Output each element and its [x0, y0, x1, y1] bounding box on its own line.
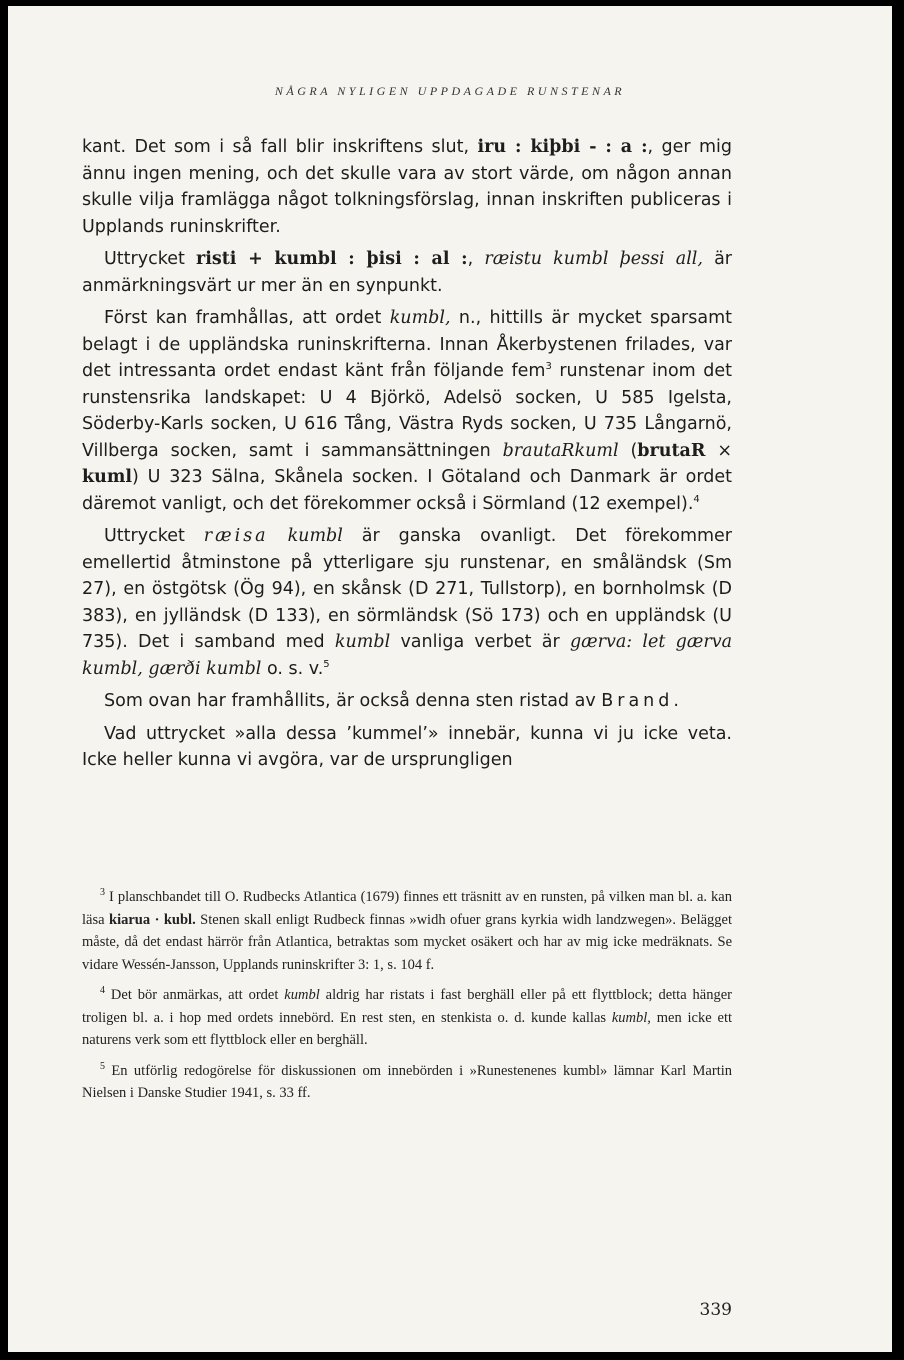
- text-run: .: [673, 691, 679, 711]
- footnote-ref[interactable]: 3: [545, 361, 552, 373]
- rune-transliteration: kiarua · kubl.: [109, 911, 196, 928]
- running-head: NÅGRA NYLIGEN UPPDAGADE RUNSTENAR: [274, 84, 626, 98]
- footnote-3: [82, 886, 732, 976]
- text-run: Uttrycket: [104, 526, 204, 546]
- rune-transliteration: kuml: [82, 467, 133, 487]
- footnote-number: 3: [100, 887, 105, 899]
- footnote-4: [82, 984, 732, 1052]
- italic-word: brautaRkuml: [502, 440, 619, 461]
- text-run: ,: [467, 249, 485, 269]
- italic-word: kumbl,: [389, 308, 451, 328]
- text-run: Vad uttrycket »alla dessa ’kummel’» innebär, kunna vi ju icke veta. Icke heller kunna vi avgöra, var de ursprungligen: [82, 723, 732, 770]
- body-text: [82, 134, 732, 780]
- text-run: Uttrycket: [104, 249, 196, 269]
- italic-word: kumbl,: [611, 1009, 651, 1026]
- italic-word: kumbl: [287, 526, 343, 546]
- text-run: Det bör anmärkas, att ordet: [105, 987, 285, 1003]
- text-run: runstenar inom det runstensrika landskapet: U 4 Björkö, Adelsö socken, U 585 Igelsta, Söderby-Karls socken, U 616 Tång, Västra Ryds socken, U 735 Långarnö, Villberga socken, samt i sammansättningen: [82, 361, 732, 461]
- paragraph-3: [82, 305, 732, 517]
- paragraph-5: [82, 688, 732, 715]
- text-run: n., hittills är mycket sparsamt belagt i de uppländska runinskrifterna. Innan Åkerbystenen frilades, var det intressanta ordet endast känt från följande fem: [82, 308, 732, 381]
- rune-transliteration: iru : kiþbi - : a :: [477, 137, 648, 157]
- paragraph-2: [82, 246, 732, 299]
- paragraph-4: [82, 523, 732, 682]
- italic-word: kumbl: [334, 632, 391, 652]
- normalized-text: ræistu kumbl þessi all,: [484, 249, 703, 269]
- italic-word: kumbl: [284, 987, 320, 1003]
- page-number: 339: [699, 1300, 732, 1320]
- rune-transliteration: risti + kumbl : þisi : al :: [195, 249, 468, 269]
- rune-transliteration: brutaR: [637, 440, 706, 461]
- text-run: kant. Det som i så fall blir inskriftens slut,: [82, 137, 478, 157]
- text-run: o. s. v.: [261, 658, 324, 679]
- footnote-number: 5: [100, 1060, 105, 1072]
- text-run: är anmärkningsvärt ur mer än en synpunkt.: [82, 249, 733, 296]
- paragraph-6: [82, 721, 732, 774]
- footnote-5: [82, 1060, 732, 1105]
- text-run: Som ovan har framhållits, är också denna sten ristad av: [104, 691, 602, 711]
- text-run: men icke ett naturens verk som ett flyttblock eller en berghäll.: [82, 1009, 732, 1048]
- text-run: (: [618, 440, 638, 461]
- text-run: En utförlig redogörelse för diskussionen om innebörden i »Runestenenes kumbl» lämnar Karl Martin Nielsen i Danske Studier 1941, s. 33 ff.: [82, 1062, 732, 1101]
- text-run: är ganska ovanligt. Det förekommer emellertid åtminstone på ytterligare sju runstenar, en småländsk (Sm 27), en östgötsk (Ög 94), en skånsk (D 271, Tullstorp), en bornholmsk (D 383), en jylländsk (D 133), en sörmländsk (Sö 173) och en uppländsk (U 735). Det i samband med: [82, 526, 732, 652]
- text-run: I planschbandet till O. Rudbecks Atlantica (1679) finnes ett träsnitt av en runsten, på vilken man bl. a. kan läsa: [82, 889, 732, 928]
- document-page: [8, 6, 892, 1352]
- text-run: Först kan framhållas, att ordet: [104, 308, 390, 328]
- text-run: ×: [705, 440, 732, 461]
- text-run: , ger mig ännu ingen mening, och det skulle vara av stort värde, om någon annan skulle vilja framlägga något tolkningsförslag, innan inskriften publiceras i Upplands runinskrifter.: [82, 137, 733, 237]
- text-run: [269, 526, 288, 546]
- paragraph-1: [82, 134, 732, 240]
- spaced-italic-word: ræisa: [203, 526, 269, 546]
- footnote-ref[interactable]: 5: [323, 658, 330, 670]
- italic-phrase: gærva: let gærva kumbl, gærði kumbl: [82, 632, 733, 679]
- text-run: aldrig har ristats i fast berghäll eller på ett flyttblock; detta hänger troligen bl. a. i hop med ordets innebörd. En rest sten, en stenkista o. d. kunde kallas: [82, 987, 733, 1026]
- footnotes: [82, 886, 732, 1113]
- spaced-name: Brand: [601, 691, 674, 711]
- footnote-number: 4: [100, 985, 105, 997]
- text-run: ) U 323 Sälna, Skånela socken. I Götaland och Danmark är ordet däremot vanligt, och det förekommer också i Sörmland (12 exempel).: [82, 467, 732, 514]
- text-run: Stenen skall enligt Rudbeck finnas »widh ofuer grans kyrkia widh landzwegen». Belägget måste, då det endast härrör från Atlantica, betraktas som mycket osäkert och har av mig icke medräknats. Se vidare Wessén-Jansson, Upplands runinskrifter 3: 1, s. 104 f.: [82, 911, 733, 973]
- footnote-ref[interactable]: 4: [693, 493, 700, 505]
- text-run: vanliga verbet är: [390, 632, 570, 652]
